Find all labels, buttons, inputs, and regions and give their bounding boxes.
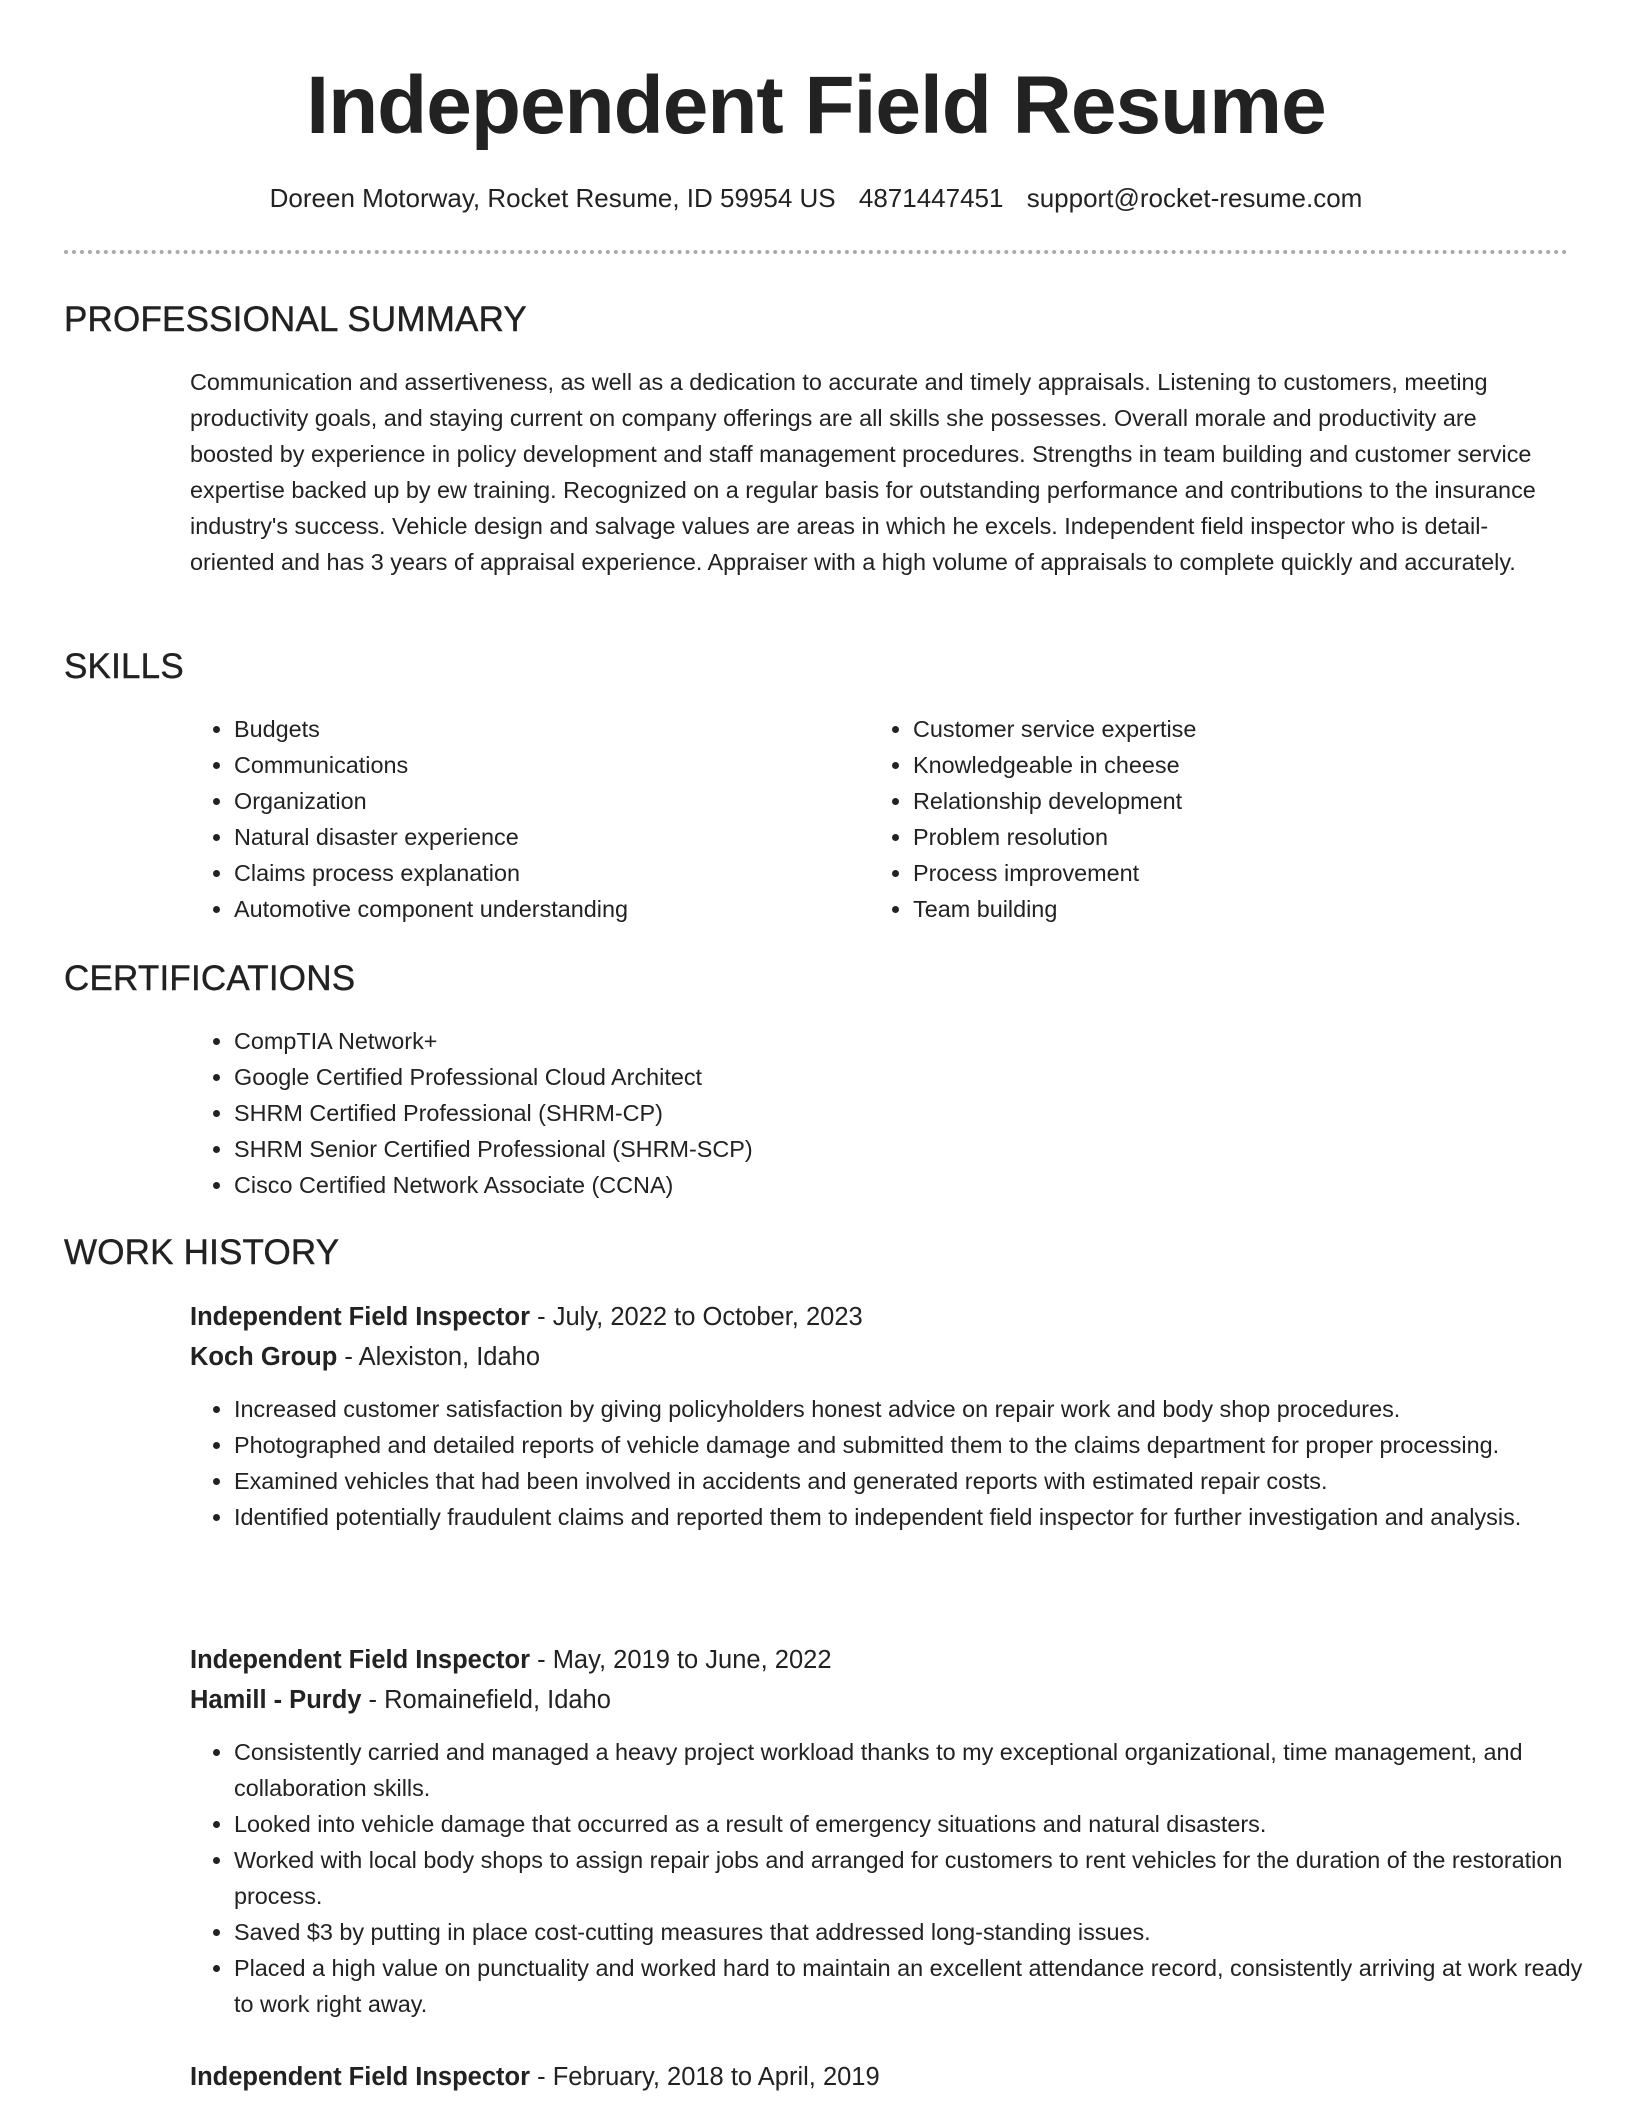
certifications-list	[190, 1023, 1534, 1203]
job-title-line	[190, 2059, 880, 2095]
skill-item: • Problem resolution	[913, 819, 1553, 855]
skill-item: • Process improvement	[913, 855, 1553, 891]
skills-list-left	[190, 711, 854, 927]
skills-heading: SKILLS	[64, 647, 184, 686]
contact-email: support@rocket-resume.com	[1026, 183, 1363, 213]
contact-address: Doreen Motorway, Rocket Resume, ID 59954 US	[269, 183, 836, 213]
job-company-line	[190, 1682, 611, 1718]
contact-phone: 4871447451	[858, 183, 1004, 213]
skill-item: • Knowledgeable in cheese	[913, 747, 1553, 783]
skill-item: • Team building	[913, 891, 1553, 927]
job-bullet: • Placed a high value on punctuality and worked hard to maintain an excellent attendance record, consistently arriving at work ready to work right away.	[234, 1950, 1608, 2022]
job-bullet: • Saved $3 by putting in place cost-cutting measures that addressed long-standing issues.	[234, 1914, 1608, 1950]
job-title: Independent Field Inspector	[190, 2063, 531, 2091]
job-dates: - July, 2022 to October, 2023	[530, 1303, 863, 1331]
job-bullet: • Consistently carried and managed a heavy project workload thanks to my exceptional organizational, time management, and collaboration skills.	[234, 1734, 1608, 1806]
skill-item: • Organization	[234, 783, 854, 819]
skills-list-right	[869, 711, 1553, 927]
job-bullet: • Increased customer satisfaction by giving policyholders honest advice on repair work and body shop procedures.	[234, 1391, 1608, 1427]
job-company: Hamill - Purdy	[190, 1686, 362, 1714]
job-title: Independent Field Inspector	[190, 1303, 531, 1331]
certification-item: • Google Certified Professional Cloud Architect	[234, 1059, 1534, 1095]
work-history-heading: WORK HISTORY	[64, 1233, 340, 1272]
job-bullet: • Examined vehicles that had been involved in accidents and generated reports with estimated repair costs.	[234, 1463, 1608, 1499]
summary-heading: PROFESSIONAL SUMMARY	[64, 300, 527, 339]
skill-item: • Relationship development	[913, 783, 1553, 819]
job-title-line	[190, 1642, 832, 1678]
resume-title: Independent Field Resume	[306, 60, 1326, 151]
skill-item: • Claims process explanation	[234, 855, 854, 891]
certifications-heading: CERTIFICATIONS	[64, 959, 356, 998]
skill-item: • Customer service expertise	[913, 711, 1553, 747]
header-divider	[64, 250, 1568, 254]
job-bullets	[190, 1391, 1608, 1535]
job-dates: - February, 2018 to April, 2019	[530, 2063, 880, 2091]
job-company-line	[190, 1339, 540, 1375]
skill-item: • Communications	[234, 747, 854, 783]
certification-item: • SHRM Senior Certified Professional (SHRM-SCP)	[234, 1131, 1534, 1167]
certification-item: • SHRM Certified Professional (SHRM-CP)	[234, 1095, 1534, 1131]
certification-item: • Cisco Certified Network Associate (CCNA)	[234, 1167, 1534, 1203]
job-bullet: • Looked into vehicle damage that occurred as a result of emergency situations and natural disasters.	[234, 1806, 1608, 1842]
certification-item: • CompTIA Network+	[234, 1023, 1534, 1059]
job-bullet: • Worked with local body shops to assign repair jobs and arranged for customers to rent vehicles for the duration of the restoration process.	[234, 1842, 1608, 1914]
skill-item: • Natural disaster experience	[234, 819, 854, 855]
job-location: - Romainefield, Idaho	[361, 1686, 611, 1714]
skill-item: • Budgets	[234, 711, 854, 747]
job-bullet: • Identified potentially fraudulent claims and reported them to independent field inspector for further investigation and analysis.	[234, 1499, 1608, 1535]
job-bullet: • Photographed and detailed reports of vehicle damage and submitted them to the claims department for proper processing.	[234, 1427, 1608, 1463]
contact-line	[0, 180, 1632, 216]
summary-text: Communication and assertiveness, as well as a dedication to accurate and timely appraisals. Listening to customers, meeting productivity goals, and staying current on company offerings are all skills she possesses. Overall morale and productivity are boosted by experience in policy development and staff management procedures. Strengths in team building and customer service expertise backed up by ew training. Recognized on a regular basis for outstanding performance and contributions to the insurance industry's success. Vehicle design and salvage values are areas in which he excels. Independent field inspector who is detail-oriented and has 3 years of appraisal experience. Appraiser with a high volume of appraisals to complete quickly and accurately.	[190, 369, 1536, 575]
job-title: Independent Field Inspector	[190, 1646, 531, 1674]
job-bullets	[190, 1734, 1608, 2022]
job-location: - Alexiston, Idaho	[337, 1343, 541, 1371]
job-company: Koch Group	[190, 1343, 338, 1371]
skill-item: • Automotive component understanding	[234, 891, 854, 927]
job-dates: - May, 2019 to June, 2022	[530, 1646, 832, 1674]
job-title-line	[190, 1299, 863, 1335]
